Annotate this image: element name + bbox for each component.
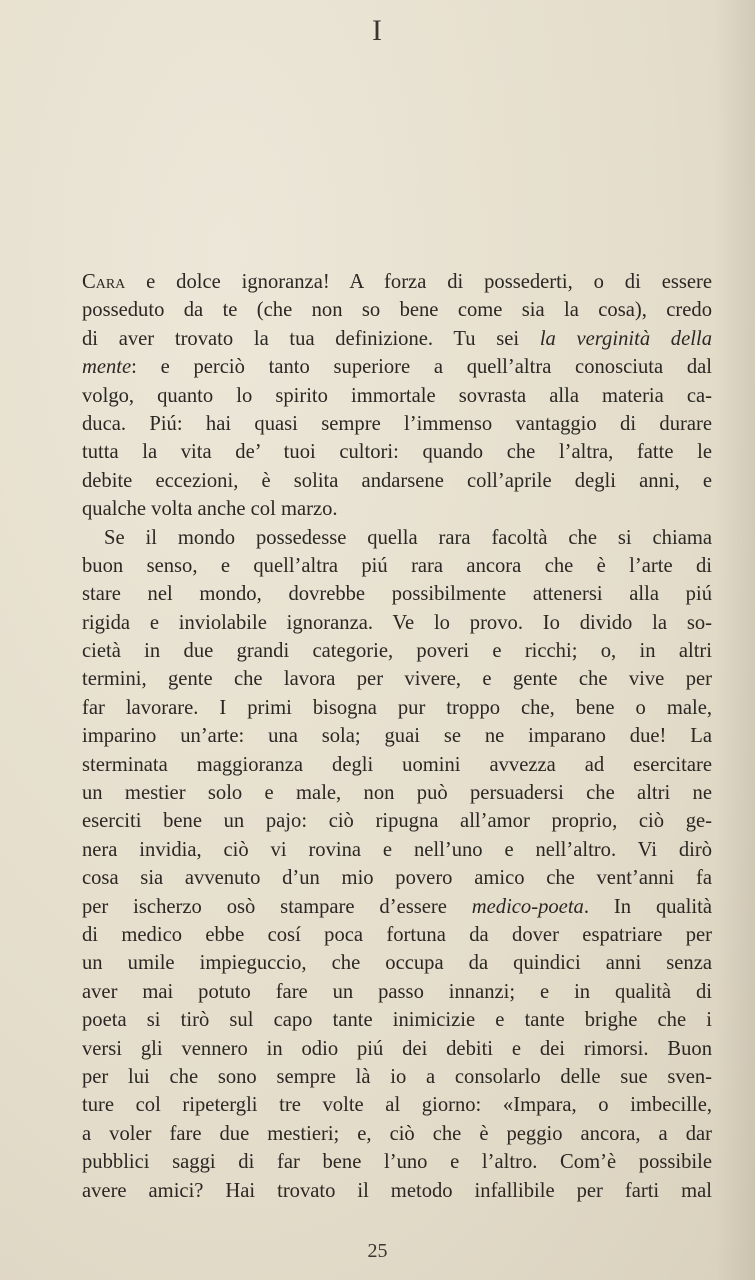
text-line: per ischerzo osò stampare d’essere medico-poeta. In qualità xyxy=(82,895,712,918)
text-line: un mestier solo e male, non può persuadersi che altri ne xyxy=(82,782,712,805)
paragraph-1 xyxy=(82,268,712,524)
text-line: tutta la vita de’ tuoi cultori: quando che l’altra, fatte le xyxy=(82,441,712,464)
text-line: aver mai potuto fare un passo innanzi; e in qualità di xyxy=(82,980,712,1003)
text-line: a voler fare due mestieri; e, ciò che è peggio ancora, a dar xyxy=(82,1122,712,1145)
page-number: 25 xyxy=(367,1240,388,1262)
text-line: versi gli vennero in odio piú dei debiti e dei rimorsi. Buon xyxy=(82,1037,712,1060)
text-line: di medico ebbe cosí poca fortuna da dover espatriare per xyxy=(82,923,712,946)
text-line: Cara e dolce ignoranza! A forza di possederti, o di essere xyxy=(82,271,712,293)
text-line: cosa sia avvenuto d’un mio povero amico che vent’anni fa xyxy=(82,867,712,890)
chapter-numeral: I xyxy=(372,14,383,47)
page-edge-shadow xyxy=(715,0,755,1280)
text-line: nera invidia, ciò vi rovina e nell’uno e nell’altro. Vi dirò xyxy=(82,838,712,861)
text-line: cietà in due grandi categorie, poveri e ricchi; o, in altri xyxy=(82,640,712,663)
text-line: avere amici? Hai trovato il metodo infallibile per farti mal xyxy=(82,1179,712,1202)
text-line: termini, gente che lavora per vivere, e gente che vive per xyxy=(82,668,712,691)
italic-phrase: mente xyxy=(82,356,132,379)
paragraph-2 xyxy=(82,524,712,1205)
text-line: poeta si tirò sul capo tante inimicizie e tante brighe che i xyxy=(82,1009,712,1032)
text-line: volgo, quanto lo spirito immortale sovrasta alla materia ca- xyxy=(82,384,712,407)
text-line: pubblici saggi di far bene l’uno e l’altro. Com’è possibile xyxy=(82,1151,712,1174)
text-line: ture col ripetergli tre volte al giorno: «Impara, o imbecille, xyxy=(82,1094,712,1117)
text-line: stare nel mondo, dovrebbe possibilmente attenersi alla piú xyxy=(82,583,712,606)
italic-phrase: la verginità della xyxy=(539,327,712,350)
text-line: mente: e perciò tanto superiore a quell’altra conosciuta dal xyxy=(82,356,712,379)
text-line: qualche volta anche col marzo. xyxy=(82,498,338,521)
body-text xyxy=(82,268,712,1205)
text-line: duca. Piú: hai quasi sempre l’immenso vantaggio di durare xyxy=(82,412,712,435)
text-line: far lavorare. I primi bisogna pur troppo che, bene o male, xyxy=(82,696,712,719)
text-line: buon senso, e quell’altra piú rara ancora che è l’arte di xyxy=(82,554,712,577)
text-line: posseduto da te (che non so bene come sia la cosa), credo xyxy=(82,299,712,322)
italic-phrase: medico-poeta xyxy=(471,895,584,918)
text-line: rigida e inviolabile ignoranza. Ve lo provo. Io divido la so- xyxy=(82,611,712,634)
text-line: un umile impieguccio, che occupa da quindici anni senza xyxy=(82,952,712,975)
text-line: eserciti bene un pajo: ciò ripugna all’amor proprio, ciò ge- xyxy=(82,810,712,833)
text-line: per lui che sono sempre là io a consolarlo delle sue sven- xyxy=(82,1065,712,1088)
text-line: di aver trovato la tua definizione. Tu sei la verginità della xyxy=(82,327,712,350)
text-line: Se il mondo possedesse quella rara facoltà che si chiama xyxy=(104,526,712,549)
opening-small-caps: Cara xyxy=(82,271,126,293)
text-line: imparino un’arte: una sola; guai se ne imparano due! La xyxy=(82,725,712,748)
text-line: debite eccezioni, è solita andarsene coll’aprile degli anni, e xyxy=(82,469,712,492)
text-line: sterminata maggioranza degli uomini avvezza ad esercitare xyxy=(82,753,712,776)
